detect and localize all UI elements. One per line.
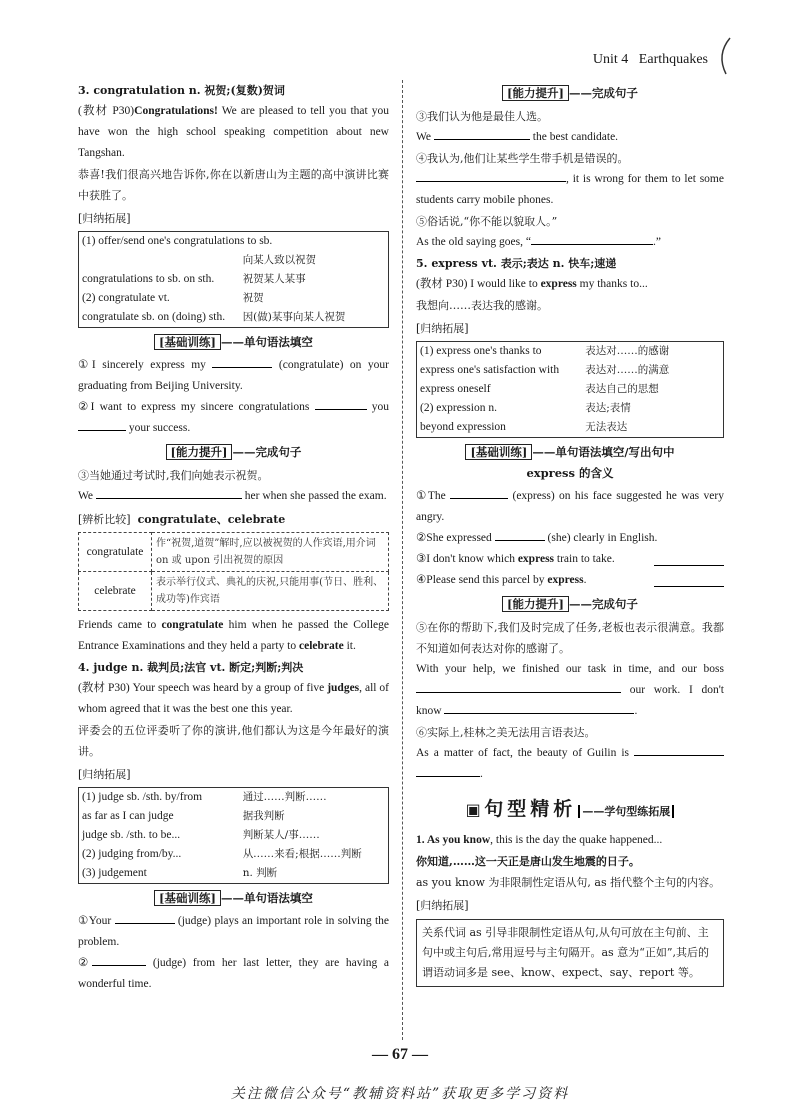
entry-3-example xyxy=(78,101,389,164)
table-cell: (2) congratulate vt. xyxy=(82,292,170,304)
sentence-1-box: 关系代词 as 引导非限制性定语从句,从句可放在主句前、主句中或主句后,常用逗号与主句隔开。as 意为“正如”,其后的谓语动词多是 see、know、expect、say、report 等。 xyxy=(416,919,724,987)
answer-blank[interactable] xyxy=(634,743,724,756)
page-number: — 67 — xyxy=(372,1046,428,1063)
table-cell: 向某人致以祝贺 xyxy=(242,254,317,266)
table-row xyxy=(79,845,389,864)
tag-bianxi xyxy=(78,509,389,530)
bold-word: express xyxy=(517,553,555,565)
table-cell: n. 判断 xyxy=(242,867,278,879)
table-row xyxy=(417,361,724,380)
table-cell: (1) judge sb. /sth. by/from xyxy=(82,791,203,803)
table-cell: (1) express one's thanks to xyxy=(420,345,542,357)
entry-4-title: 4. judge n. 裁判员;法官 vt. 断定;判断;判决 xyxy=(78,661,304,674)
left-column xyxy=(78,80,389,995)
table-cell: 祝贺 xyxy=(242,292,264,304)
exercise-5-6-cn: ⑥实际上,桂林之美无法用言语表达。 xyxy=(416,726,596,739)
example-text: my thanks to... xyxy=(576,278,648,290)
answer-blank[interactable] xyxy=(212,355,272,368)
table-cell: celebrate xyxy=(79,572,152,611)
section-suffix: ——完成句子 xyxy=(568,597,638,611)
exercise-text: ①I sincerely express my xyxy=(78,359,213,371)
table-cell: 作“祝贺,道贺”解时,应以被祝贺的人作宾语,用介词 on 或 upon 引出祝贺的原因 xyxy=(152,533,389,572)
bold-word: express xyxy=(540,278,577,290)
exercise-text: her when she passed the exam. xyxy=(241,490,387,502)
exercise-text: (congratulate) on your graduating from Beijing University. xyxy=(78,359,389,392)
answer-blank[interactable] xyxy=(416,680,621,693)
sentence-1-note: as you know 为非限制性定语从句, as 指代整个主句的内容。 xyxy=(416,876,721,889)
running-header xyxy=(593,52,708,68)
table-cell: 表示举行仪式、典礼的庆祝,只能用事(节日、胜利、成功等)作宾语 xyxy=(152,572,389,611)
table-row xyxy=(79,270,389,289)
exercise-4-5 xyxy=(416,232,724,253)
example-text: him when he passed the College Entrance Examinations and they held a party to xyxy=(78,619,389,652)
section-label: [能力提升] xyxy=(502,85,569,101)
tag-guina-2: [归纳拓展] xyxy=(78,768,131,781)
table-cell: express one's satisfaction with xyxy=(420,364,560,376)
table-row xyxy=(417,418,724,438)
exercise-text: We xyxy=(416,131,434,143)
table-row xyxy=(417,399,724,418)
section-suffix: ——单句语法填空/写出句中 xyxy=(532,445,675,459)
section-title: 句型精析 xyxy=(484,798,577,820)
section-subtitle: ——学句型练拓展 xyxy=(582,805,671,818)
exercise-5-5-cn: ⑤在你的帮助下,我们及时完成了任务,老板也表示很满意。我都不知道如何表达对你的感谢了。 xyxy=(416,621,724,655)
exercise-3-3 xyxy=(78,486,389,507)
example-text: , all of whom agreed that it was the best one this year. xyxy=(78,682,389,715)
bold-word: Congratulations! xyxy=(134,105,218,117)
bold-word: judges xyxy=(327,682,360,694)
section-label: [基础训练] xyxy=(154,890,221,906)
exercise-text: our work. I don't know xyxy=(416,684,724,717)
table-cell: 表达;表情 xyxy=(585,402,631,414)
section-nengli-1 xyxy=(78,442,389,463)
exercise-5-4 xyxy=(416,570,724,591)
table-row xyxy=(79,788,389,808)
compared-words: congratulate、celebrate xyxy=(137,513,286,526)
table-row xyxy=(79,232,389,252)
exercise-text: ② xyxy=(78,957,93,969)
exercise-5-1 xyxy=(416,486,724,528)
exercise-text: We xyxy=(78,490,96,502)
bold-phrase: 1. As you know xyxy=(416,834,491,846)
table-cell: 表达对……的满意 xyxy=(585,364,670,376)
answer-blank[interactable] xyxy=(434,127,530,140)
table-cell: 表达自己的思想 xyxy=(585,383,659,395)
table-row xyxy=(79,826,389,845)
comparison-example xyxy=(78,615,389,657)
exercise-4-4 xyxy=(416,169,724,211)
exercise-4-3-cn: ③我们认为他是最佳人选。 xyxy=(416,110,548,123)
table-cell: congratulate sb. on (doing) sth. xyxy=(82,311,226,323)
table-row xyxy=(79,251,389,270)
section-jichu-3 xyxy=(416,442,724,484)
comparison-table xyxy=(78,532,389,611)
table-cell: (2) expression n. xyxy=(420,402,497,414)
answer-blank[interactable] xyxy=(315,397,367,410)
answer-blank[interactable] xyxy=(495,528,545,541)
entry-5-translation: 我想向……表达我的感谢。 xyxy=(416,299,548,312)
section-label: [能力提升] xyxy=(166,444,233,460)
answer-blank[interactable] xyxy=(78,418,126,431)
section-label: [基础训练] xyxy=(154,334,221,350)
exercise-5-2 xyxy=(416,528,724,549)
entry-4-example xyxy=(78,678,389,720)
header-curve-decoration xyxy=(714,36,738,76)
exercise-4-5-cn: ⑤俗话说,“你不能以貌取人。” xyxy=(416,215,558,228)
table-cell xyxy=(79,251,240,270)
answer-blank[interactable] xyxy=(654,574,724,587)
section-label: [能力提升] xyxy=(502,596,569,612)
bold-word: express xyxy=(547,574,584,586)
column-divider xyxy=(402,80,403,1040)
exercise-text: ②I want to express my sincere congratulations xyxy=(78,401,315,413)
entry-3-table xyxy=(78,231,389,328)
exercise-3-1 xyxy=(78,355,389,397)
exercise-5-5 xyxy=(416,659,724,722)
exercise-5-6 xyxy=(416,743,724,785)
unit-label: Unit 4 xyxy=(592,52,629,67)
exercise-text: (she) clearly in English. xyxy=(544,532,658,544)
tag-guina-1: [归纳拓展] xyxy=(78,212,131,225)
table-row xyxy=(79,572,389,611)
sentence-analysis-heading xyxy=(416,799,724,822)
exercise-text: ①Your xyxy=(78,915,115,927)
source-ref: (教材 P30) xyxy=(78,105,135,117)
table-cell: (1) offer/send one's congratulations to sb. xyxy=(82,235,273,247)
exercise-text: (judge) plays an important role in solving the problem. xyxy=(78,915,389,948)
sentence-text: , this is the day the quake happened... xyxy=(490,834,663,846)
example-text: (教材 P30) I would like to xyxy=(416,278,541,290)
table-cell: 祝贺某人某事 xyxy=(242,273,306,285)
table-row xyxy=(79,533,389,572)
exercise-text: As a matter of fact, the beauty of Guilin is xyxy=(416,747,634,759)
exercise-4-2 xyxy=(78,953,389,995)
exercise-3-3-cn: ③当她通过考试时,我们向她表示祝贺。 xyxy=(78,469,269,482)
table-cell: congratulations to sb. on sth. xyxy=(82,273,215,285)
answer-blank[interactable] xyxy=(444,701,634,714)
answer-blank[interactable] xyxy=(531,232,653,245)
table-cell: express oneself xyxy=(420,383,491,395)
table-row xyxy=(79,289,389,308)
table-row xyxy=(79,308,389,328)
exercise-text: . xyxy=(634,705,638,717)
table-cell: 通过……判断…… xyxy=(242,791,327,803)
example-text: it. xyxy=(343,640,356,652)
exercise-4-4-cn: ④我认为,他们让某些学生带手机是错误的。 xyxy=(416,152,629,165)
unit-title: Earthquakes xyxy=(638,52,708,67)
entry-4-translation: 评委会的五位评委听了你的演讲,他们都认为这是今年最好的演讲。 xyxy=(78,724,389,758)
exercise-text: you xyxy=(371,401,389,413)
exercise-4-3 xyxy=(416,127,724,148)
section-suffix: ——完成句子 xyxy=(232,445,302,459)
exercise-text: ③I don't know which xyxy=(416,553,518,565)
table-cell: beyond expression xyxy=(420,421,506,433)
table-cell: 判断某人/事…… xyxy=(242,829,320,841)
table-cell: 据我判断 xyxy=(242,810,285,822)
exercise-text: With your help, we finished our task in time, and our boss xyxy=(416,663,724,675)
exercise-text: As the old saying goes, “ xyxy=(416,236,531,248)
answer-blank[interactable] xyxy=(416,764,480,777)
exercise-text: your success. xyxy=(126,422,191,434)
answer-blank[interactable] xyxy=(92,953,146,966)
entry-3-translation: 恭喜!我们很高兴地告诉你,你在以新唐山为主题的高中演讲比赛中获胜了。 xyxy=(78,168,389,202)
table-cell: 因(做)某事向某人祝贺 xyxy=(242,311,346,323)
exercise-5-3 xyxy=(416,549,724,570)
section-suffix-word: express xyxy=(526,466,576,480)
footer-note: 关注微信公众号“教辅资料站”获取更多学习资料 xyxy=(230,1086,570,1102)
entry-5-example xyxy=(416,274,724,295)
table-cell: 从……来看;根据……判断 xyxy=(242,848,362,860)
section-jichu-1 xyxy=(78,332,389,353)
exercise-text: ①The xyxy=(416,490,451,502)
sentence-1 xyxy=(416,830,724,851)
entry-4-table xyxy=(78,787,389,884)
section-jichu-2 xyxy=(78,888,389,909)
table-cell: (2) judging from/by... xyxy=(82,848,182,860)
exercise-text: ④Please send this parcel by xyxy=(416,574,548,586)
answer-blank[interactable] xyxy=(450,486,508,499)
section-nengli-2 xyxy=(416,83,724,104)
bold-word: celebrate xyxy=(298,640,344,652)
table-cell: judge sb. /sth. to be... xyxy=(82,829,181,841)
table-row xyxy=(79,807,389,826)
right-column xyxy=(416,80,724,987)
exercise-text: . xyxy=(480,768,483,780)
entry-5-table xyxy=(416,341,724,438)
answer-blank[interactable] xyxy=(654,553,724,566)
table-cell: as far as I can judge xyxy=(82,810,174,822)
example-text: Friends came to xyxy=(78,619,162,631)
table-row xyxy=(417,380,724,399)
tag-label: [辨析比较] xyxy=(78,513,131,526)
exercise-text: (judge) from her last letter, they are having a wonderful time. xyxy=(78,957,390,990)
example-text: We are pleased to tell you that you have won the high school speaking competition about new Tangshan. xyxy=(78,105,389,159)
answer-blank[interactable] xyxy=(115,911,175,924)
example-text: (教材 P30) Your speech was heard by a group of five xyxy=(78,682,328,694)
table-row xyxy=(79,864,389,884)
exercise-text: . xyxy=(583,574,587,586)
exercise-text: , it is wrong for them to let some students carry mobile phones. xyxy=(416,173,724,206)
exercise-text: ②She expressed xyxy=(416,532,495,544)
entry-5-title: 5. express vt. 表示;表达 n. 快车;速递 xyxy=(416,257,617,270)
tag-guina-4: [归纳拓展] xyxy=(416,899,469,912)
exercise-text: train to take. xyxy=(554,553,615,565)
exercise-text: (express) on his face suggested he was very angry. xyxy=(416,490,724,523)
book-icon: ▣ xyxy=(465,800,481,819)
table-cell: 表达对……的感谢 xyxy=(585,345,670,357)
answer-blank[interactable] xyxy=(96,486,242,499)
section-suffix: ——单句语法填空 xyxy=(220,335,313,349)
exercise-text: the best candidate. xyxy=(529,131,619,143)
tag-guina-3: [归纳拓展] xyxy=(416,322,469,335)
section-nengli-3 xyxy=(416,594,724,615)
table-cell: congratulate xyxy=(79,533,152,572)
table-cell: 无法表达 xyxy=(585,421,628,433)
table-cell: (3) judgement xyxy=(82,867,147,879)
section-suffix: 的含义 xyxy=(575,466,614,480)
table-row xyxy=(417,342,724,362)
section-suffix: ——完成句子 xyxy=(568,86,638,100)
bold-word: congratulate xyxy=(161,619,224,631)
answer-blank[interactable] xyxy=(416,169,566,182)
exercise-text: .” xyxy=(652,236,661,248)
sentence-1-translation: 你知道,……这一天正是唐山发生地震的日子。 xyxy=(416,855,640,868)
section-label: [基础训练] xyxy=(465,444,532,460)
entry-3-title: 3. congratulation n. 祝贺;(复数)贺词 xyxy=(78,84,285,97)
section-suffix: ——单句语法填空 xyxy=(220,891,313,905)
exercise-3-2 xyxy=(78,397,389,439)
exercise-4-1 xyxy=(78,911,389,953)
